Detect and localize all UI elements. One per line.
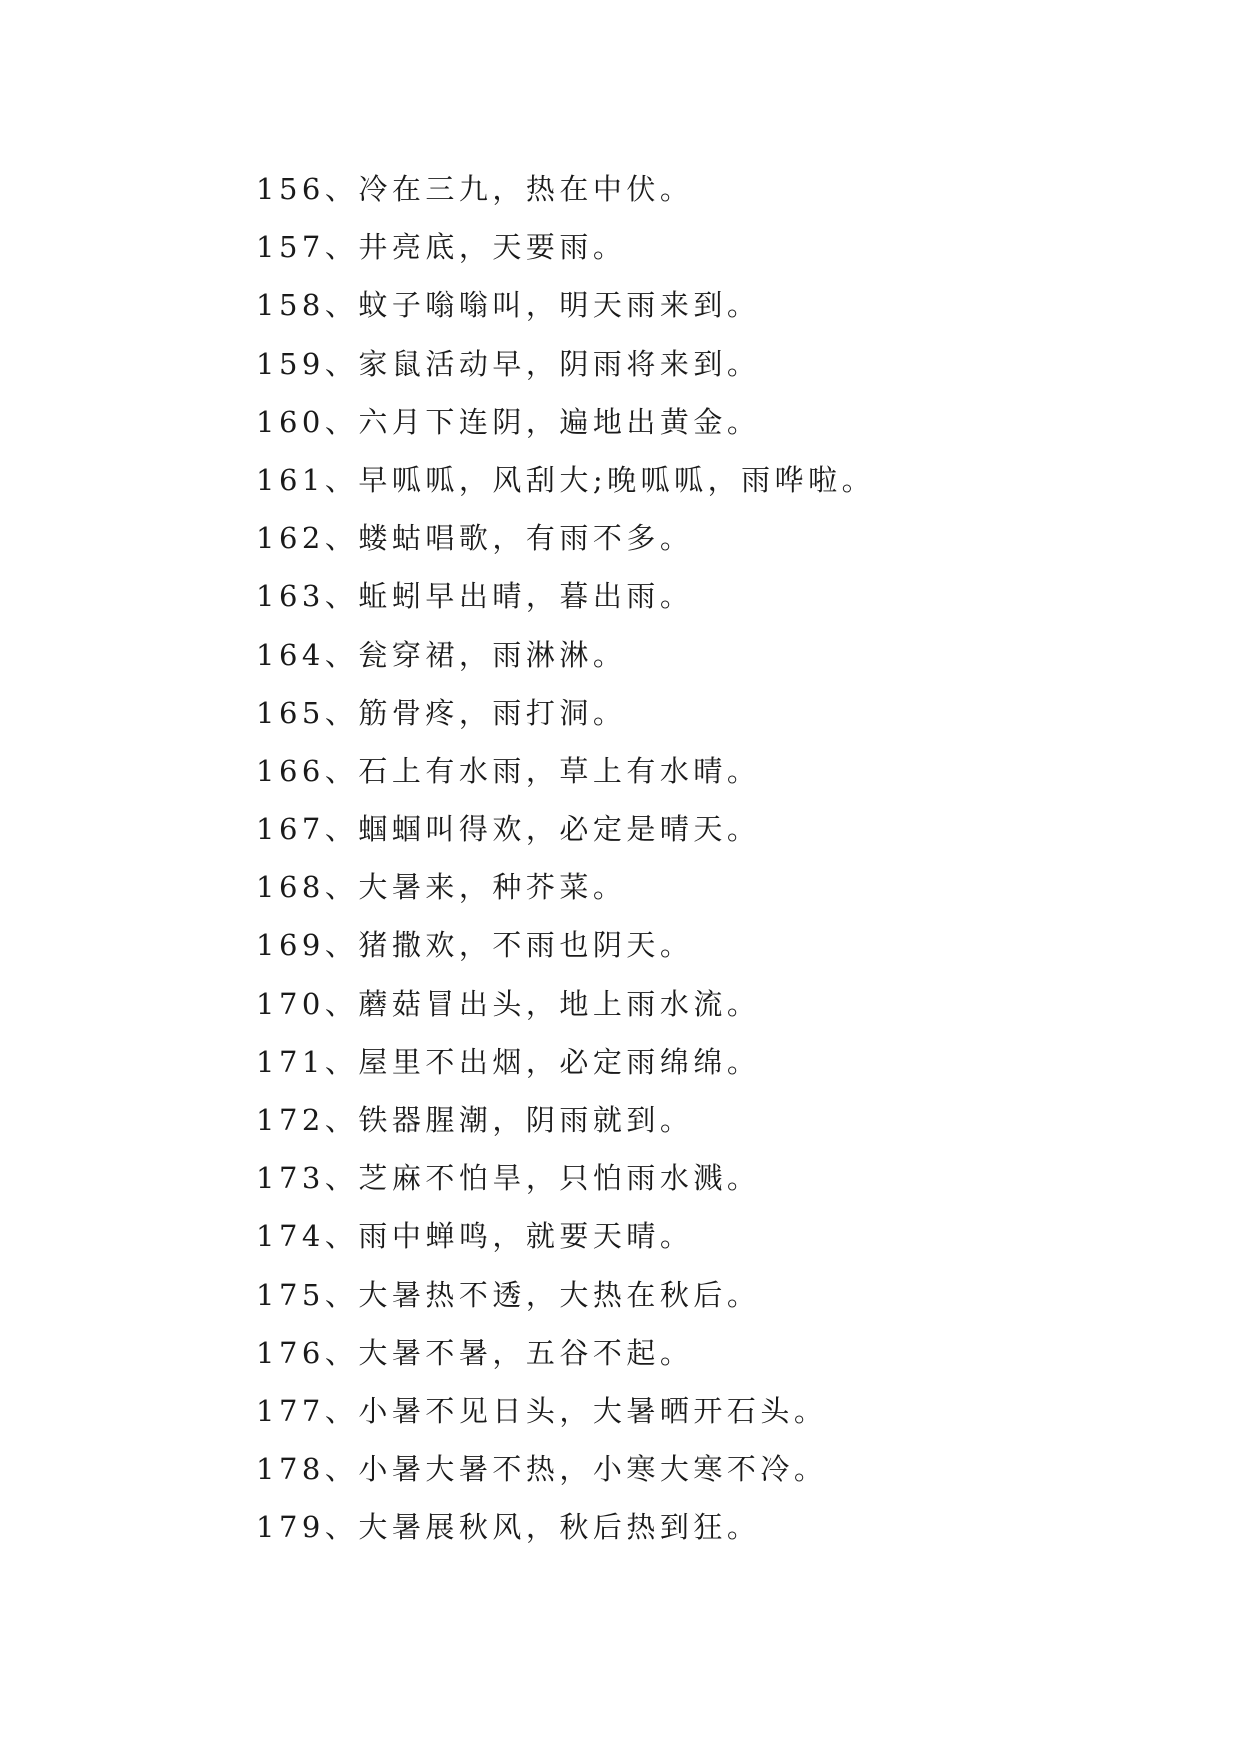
proverb-line: 168、大暑来，种芥菜。	[256, 870, 627, 905]
proverb-line: 169、猪撒欢，不雨也阴天。	[256, 928, 694, 963]
proverb-line: 174、雨中蝉鸣，就要天晴。	[256, 1219, 694, 1254]
proverb-line: 170、蘑菇冒出头，地上雨水流。	[256, 986, 761, 1021]
proverb-line: 161、早呱呱，风刮大;晚呱呱，雨哗啦。	[256, 462, 876, 497]
proverb-line: 156、冷在三九，热在中伏。	[256, 172, 694, 206]
proverb-line: 171、屋里不出烟，必定雨绵绵。	[256, 1044, 761, 1079]
proverb-line: 163、蚯蚓早出晴，暮出雨。	[256, 579, 694, 614]
proverb-line: 177、小暑不见日头，大暑晒开石头。	[256, 1393, 828, 1428]
proverb-line: 178、小暑大暑不热，小寒大寒不冷。	[256, 1452, 828, 1487]
proverb-line: 172、铁器腥潮，阴雨就到。	[256, 1103, 694, 1137]
proverb-line: 160、六月下连阴，遍地出黄金。	[256, 404, 761, 439]
proverb-line: 158、蚊子嗡嗡叫，明天雨来到。	[256, 288, 761, 323]
proverb-line: 176、大暑不暑，五谷不起。	[256, 1335, 694, 1370]
proverb-line: 173、芝麻不怕旱，只怕雨水溅。	[256, 1161, 761, 1196]
proverb-line: 167、蝈蝈叫得欢，必定是晴天。	[256, 812, 761, 847]
proverb-list	[256, 160, 875, 1557]
proverb-line: 164、瓮穿裙，雨淋淋。	[256, 637, 627, 672]
proverb-line: 159、家鼠活动早，阴雨将来到。	[256, 346, 761, 381]
proverb-line: 162、蝼蛄唱歌，有雨不多。	[256, 521, 694, 556]
proverb-line: 179、大暑展秋风，秋后热到狂。	[256, 1510, 761, 1545]
proverb-line: 157、井亮底，天要雨。	[256, 230, 627, 265]
proverb-line: 165、筋骨疼，雨打洞。	[256, 695, 627, 730]
proverb-line: 175、大暑热不透，大热在秋后。	[256, 1277, 761, 1312]
proverb-line: 166、石上有水雨，草上有水晴。	[256, 753, 761, 788]
